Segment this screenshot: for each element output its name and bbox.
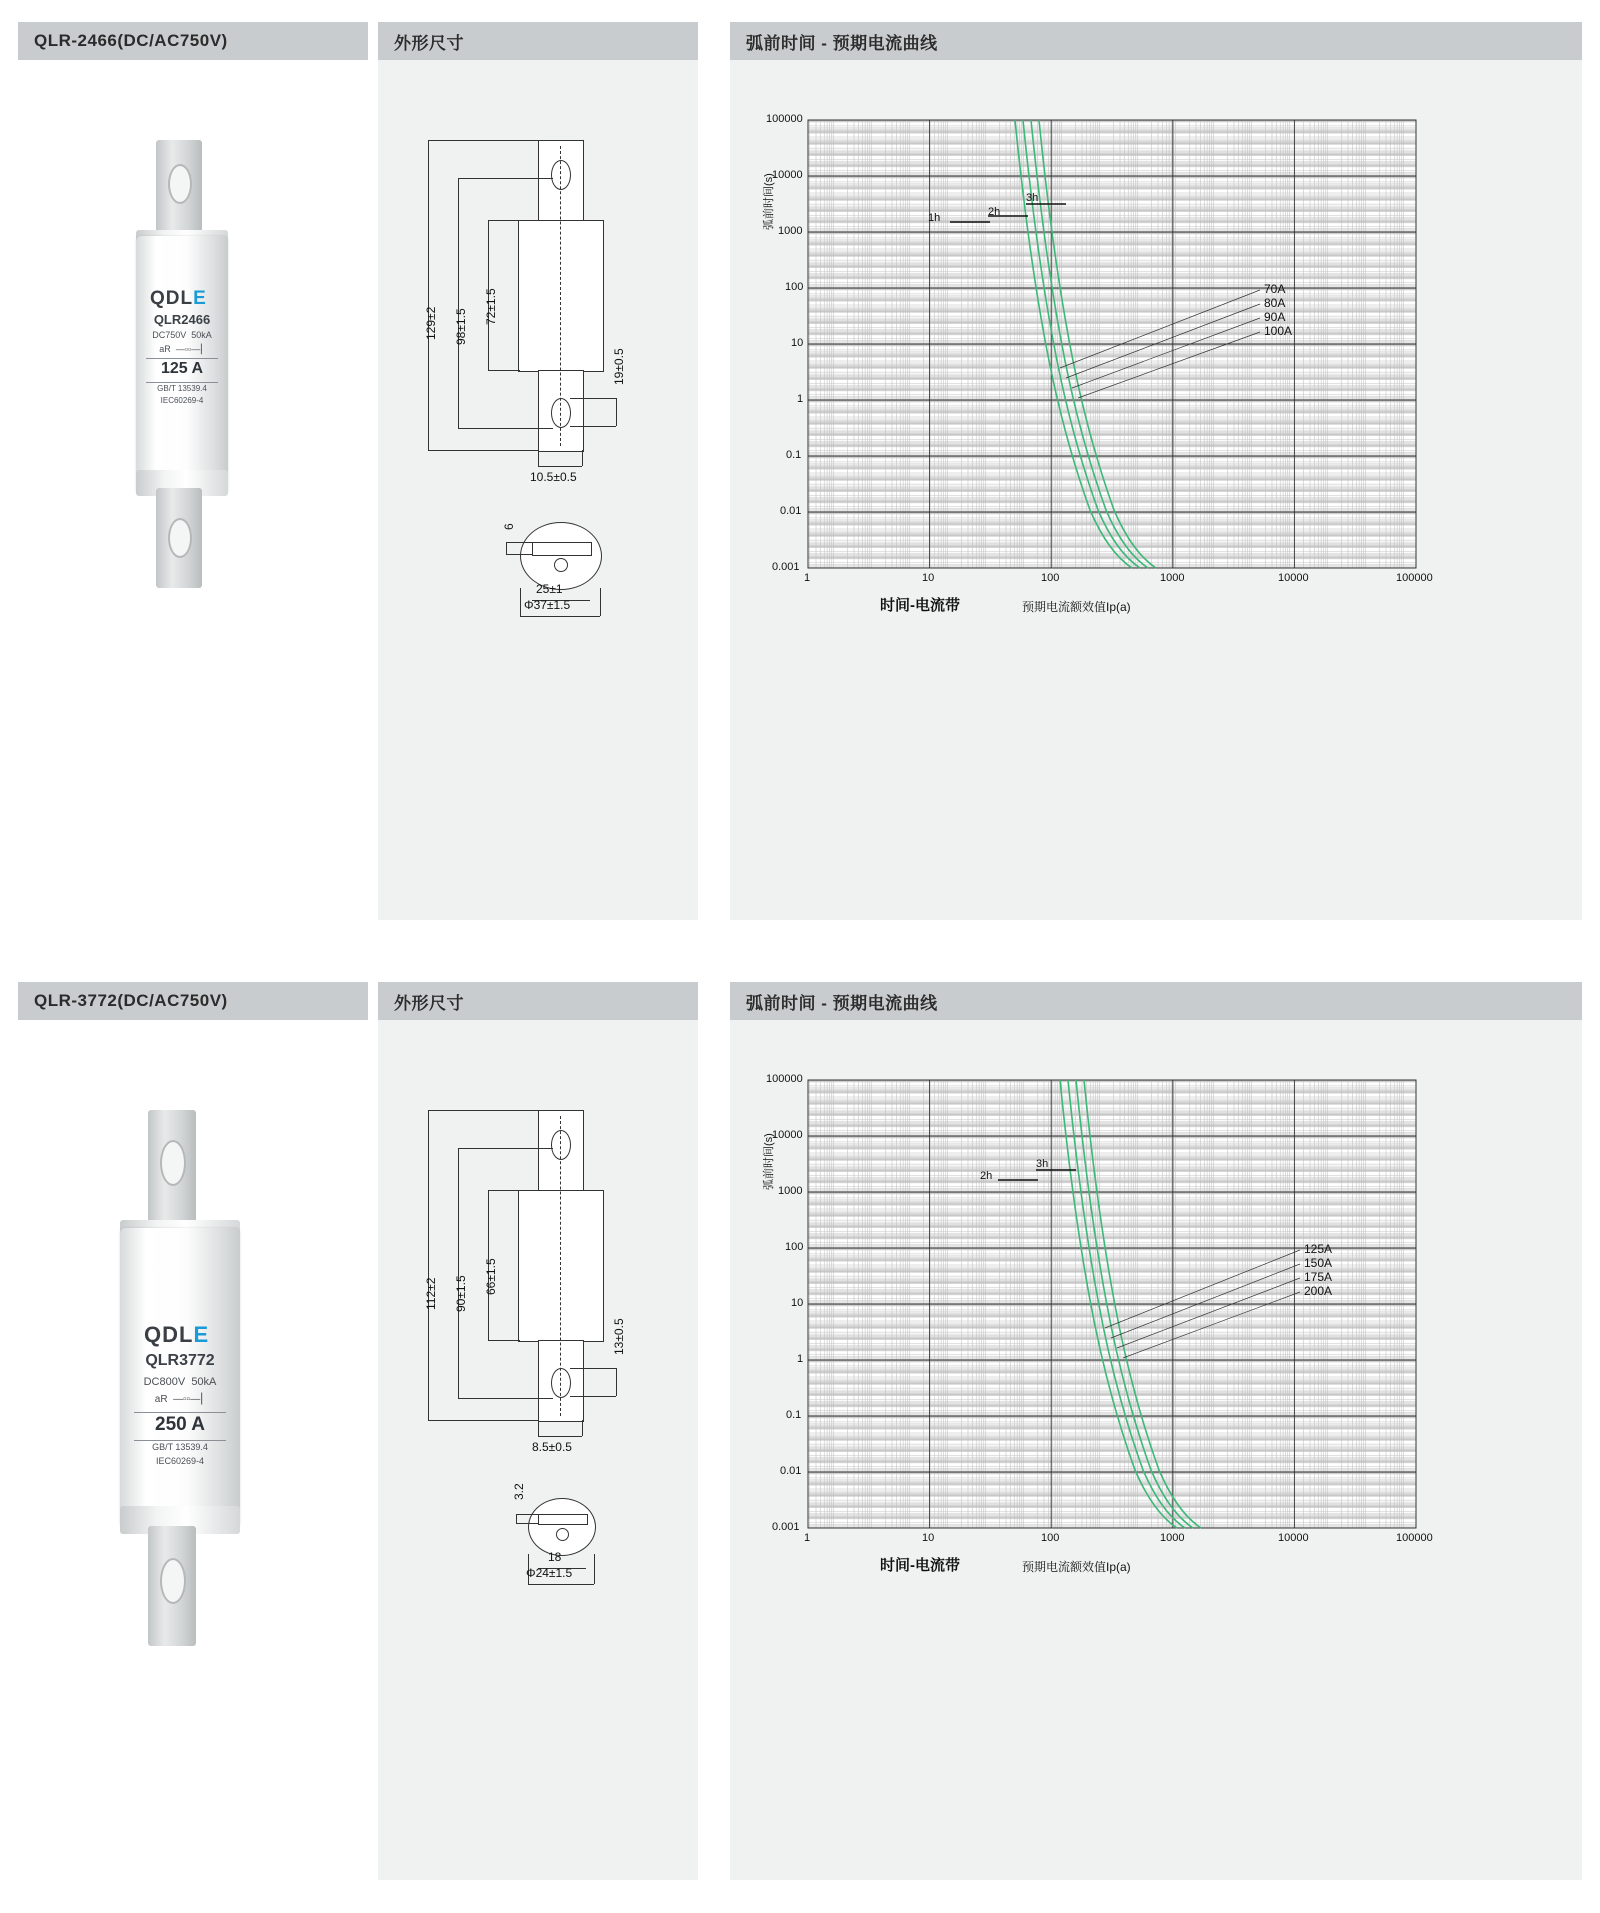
dimension-header-2 <box>378 982 698 1020</box>
rating-90a: 90A <box>1264 310 1286 324</box>
ytick2-1000: 1000 <box>778 1185 803 1197</box>
rating-175a: 175A <box>1304 1270 1333 1284</box>
dimension-header-label: 外形尺寸 <box>394 33 464 53</box>
dimension-drawing <box>420 130 670 610</box>
dim-diameter-2: Φ24±1.5 <box>526 1566 573 1580</box>
dim-ext-66-top <box>488 1190 520 1191</box>
dim-ext-13-bot <box>570 1396 616 1397</box>
product-photo-2 <box>120 1110 270 1680</box>
curve-chart <box>760 100 1560 660</box>
dim-line-19 <box>616 398 617 426</box>
dimension-header-label-2: 外形尺寸 <box>394 993 464 1013</box>
model-label: QLR2466 <box>153 312 211 327</box>
breaking-text-2: 50kA <box>191 1376 217 1388</box>
dim-ext-dia-r <box>600 588 601 616</box>
rating-70a: 70A <box>1264 282 1286 296</box>
hour-mark-2h: 2h <box>988 206 1001 218</box>
ytick2-10000: 10000 <box>772 1129 803 1141</box>
ytick-100000: 100000 <box>766 113 803 125</box>
dim-ext-90-bot <box>458 1398 553 1399</box>
dim-ext-129-top <box>428 140 538 141</box>
dim-ext-105-r <box>582 450 583 466</box>
dim-ext-105-l <box>538 450 539 466</box>
ytick2-0.001: 0.001 <box>772 1521 800 1533</box>
voltage-text-2: DC800V <box>143 1376 186 1388</box>
dim-mid-length-2: 90±1.5 <box>454 1275 468 1312</box>
xtick-100000: 100000 <box>1396 572 1433 584</box>
hour-mark-3h-2: 3h <box>1036 1158 1049 1170</box>
dim-line-105 <box>538 466 582 467</box>
end-view-hole-2 <box>556 1528 569 1541</box>
section-title-2: QLR-3772(DC/AC750V) <box>34 991 228 1010</box>
xtick2-100: 100 <box>1041 1532 1060 1544</box>
dim-ext-6-bot <box>506 554 532 555</box>
x-axis-title-main-2: 时间-电流带 <box>880 1557 960 1574</box>
dim-slot-width-2: 3.2 <box>512 1483 526 1500</box>
xtick-10: 10 <box>922 572 935 584</box>
dim-ext-112-top <box>428 1110 538 1111</box>
dim-ext-72-top <box>488 220 520 221</box>
xtick2-1: 1 <box>804 1532 811 1544</box>
dim-body-length-2: 66±1.5 <box>484 1258 498 1295</box>
ytick2-0.01: 0.01 <box>780 1465 802 1477</box>
hour-mark-2h-2: 2h <box>980 1170 993 1182</box>
dim-ext-85-r <box>582 1420 583 1436</box>
end-view-circle <box>520 522 602 590</box>
dim-slot-length: 25±1 <box>536 582 563 596</box>
curve-chart-2 <box>760 1060 1560 1620</box>
xtick2-1000: 1000 <box>1160 1532 1185 1544</box>
curve-header-label: 弧前时间 - 预期电流曲线 <box>746 33 938 53</box>
curve-header-label-2: 弧前时间 - 预期电流曲线 <box>746 993 938 1013</box>
section-qlr-3772 <box>0 960 1600 1900</box>
curve-header <box>730 22 1582 60</box>
dim-line-98 <box>458 178 459 428</box>
dim-line-dia <box>520 616 600 617</box>
dimension-drawing-2 <box>420 1100 670 1580</box>
xtick2-10: 10 <box>922 1532 935 1544</box>
standard1-label-2: GB/T 13539.4 <box>152 1442 208 1452</box>
curve-header-2 <box>730 982 1582 1020</box>
voltage-label <box>136 330 228 340</box>
dim-line-13 <box>616 1368 617 1396</box>
brand-accent: E <box>193 288 207 309</box>
top-tab-hole <box>168 164 192 204</box>
section-title: QLR-2466(DC/AC750V) <box>34 31 228 50</box>
dim-tab-hole: 19±0.5 <box>612 348 626 385</box>
xtick-1000: 1000 <box>1160 572 1185 584</box>
top-tab-hole-2 <box>160 1140 186 1186</box>
xtick2-100000: 100000 <box>1396 1532 1433 1544</box>
class-label-2: aR —▫▫—⎢ <box>154 1394 206 1405</box>
model-label-2: QLR3772 <box>145 1352 215 1369</box>
dim-ext-13-top <box>570 1368 616 1369</box>
ytick-10: 10 <box>791 337 804 349</box>
ytick-0.01: 0.01 <box>780 505 802 517</box>
dim-ext-6-top <box>506 542 532 543</box>
dim-ext-85-l <box>538 1420 539 1436</box>
rating-100a: 100A <box>1264 324 1293 338</box>
dim-ext-19-top <box>570 398 616 399</box>
standard1-label: GB/T 13539.4 <box>157 384 207 393</box>
standard2-label: IEC60269-4 <box>160 396 204 405</box>
y-axis-title-2: 弧前时间(s) <box>763 1133 775 1190</box>
ytick-0.1: 0.1 <box>786 449 802 461</box>
end-view-circle-2 <box>528 1498 596 1556</box>
rating-label: 125 A <box>160 360 204 377</box>
section-qlr-2466 <box>0 0 1600 940</box>
dim-total-length-2: 112±2 <box>424 1277 438 1310</box>
center-axis-2 <box>560 1116 562 1416</box>
rating-150a: 150A <box>1304 1256 1333 1270</box>
fuse-body-2 <box>120 1228 240 1528</box>
dim-line-129 <box>428 140 429 450</box>
dim-ext-98-bot <box>458 428 553 429</box>
brand-logo-2 <box>144 1322 209 1348</box>
dim-total-length: 129±2 <box>424 306 438 340</box>
dim-ext-19-bot <box>570 426 616 427</box>
dim-ext-98-top <box>458 178 553 179</box>
dim-diameter: Φ37±1.5 <box>524 598 571 612</box>
brand-logo <box>150 288 207 310</box>
dim-ext-dia-l <box>520 588 521 616</box>
x-axis-title-sub-2: 预期电流额效值Ip(a) <box>1022 1560 1131 1574</box>
dim-ext-112-bot <box>428 1420 538 1421</box>
dimension-header <box>378 22 698 60</box>
dim-line-112 <box>428 1110 429 1420</box>
brand-accent-2: E <box>193 1322 210 1347</box>
brand-text: QDL <box>150 288 194 309</box>
class-label: aR —▫▫—⎢ <box>159 344 205 354</box>
standard2-label-2: IEC60269-4 <box>155 1456 205 1466</box>
dim-line-90 <box>458 1148 459 1398</box>
end-view-hole <box>554 558 568 572</box>
class-text: aR <box>159 344 171 354</box>
dim-ext-32-bot <box>516 1523 538 1524</box>
ytick2-100000: 100000 <box>766 1073 803 1085</box>
y-axis-title: 弧前时间(s) <box>763 173 775 230</box>
dim-tab-thickness-2: 8.5±0.5 <box>532 1440 572 1454</box>
class-text-2: aR <box>154 1394 168 1405</box>
ytick-1: 1 <box>797 393 804 405</box>
dim-tab-thickness: 10.5±0.5 <box>530 470 577 484</box>
dim-ext-72-bot <box>488 370 520 371</box>
voltage-label-2 <box>120 1376 240 1388</box>
bottom-tab-hole-2 <box>160 1558 186 1604</box>
ytick-1000: 1000 <box>778 225 803 237</box>
section-title-header-2 <box>18 982 368 1020</box>
fuse-body <box>136 236 228 494</box>
ytick2-10: 10 <box>791 1297 804 1309</box>
dim-ext-129-bot <box>428 450 538 451</box>
center-axis <box>560 146 562 446</box>
dim-slot-length-2: 18 <box>548 1550 562 1564</box>
dim-body-length: 72±1.5 <box>484 288 498 325</box>
xtick-100: 100 <box>1041 572 1060 584</box>
rating-200a: 200A <box>1304 1284 1333 1298</box>
dim-ext-dia2-r <box>594 1554 595 1584</box>
ytick-100: 100 <box>785 281 804 293</box>
end-view-slot-2 <box>538 1514 588 1525</box>
dim-tab-hole-2: 13±0.5 <box>612 1318 626 1355</box>
xtick-1: 1 <box>804 572 811 584</box>
dim-ext-32-top <box>516 1514 538 1515</box>
ytick-0.001: 0.001 <box>772 561 800 573</box>
dim-line-dia-2 <box>528 1584 594 1585</box>
x-axis-title-main: 时间-电流带 <box>880 597 960 614</box>
bottom-tab-hole <box>168 518 192 558</box>
dim-ext-66-bot <box>488 1340 520 1341</box>
divider-bottom <box>146 382 218 383</box>
ytick2-1: 1 <box>797 1353 804 1365</box>
divider-top <box>146 358 218 359</box>
divider-top-2 <box>134 1412 226 1413</box>
dim-line-32 <box>516 1514 517 1523</box>
rating-80a: 80A <box>1264 296 1286 310</box>
voltage-text: DC750V <box>152 330 187 340</box>
dim-ext-90-top <box>458 1148 553 1149</box>
dim-line-85 <box>538 1436 582 1437</box>
ytick2-100: 100 <box>785 1241 804 1253</box>
dim-mid-length: 98±1.5 <box>454 308 468 345</box>
ytick2-0.1: 0.1 <box>786 1409 802 1421</box>
hour-mark-1h: 1h <box>928 212 941 224</box>
hour-mark-3h: 3h <box>1026 192 1039 204</box>
section-title-header <box>18 22 368 60</box>
x-axis-title-sub: 预期电流额效值Ip(a) <box>1022 600 1131 614</box>
breaking-text: 50kA <box>191 330 212 340</box>
product-photo <box>130 140 260 610</box>
xtick-10000: 10000 <box>1278 572 1309 584</box>
rating-125a: 125A <box>1304 1242 1333 1256</box>
brand-text-2: QDL <box>144 1322 194 1347</box>
xtick2-10000: 10000 <box>1278 1532 1309 1544</box>
end-view-slot <box>532 542 592 556</box>
rating-label-2: 250 A <box>155 1414 205 1435</box>
divider-bottom-2 <box>134 1440 226 1441</box>
ytick-10000: 10000 <box>772 169 803 181</box>
dim-slot-width: 6 <box>502 523 516 530</box>
dim-line-6 <box>506 542 507 554</box>
